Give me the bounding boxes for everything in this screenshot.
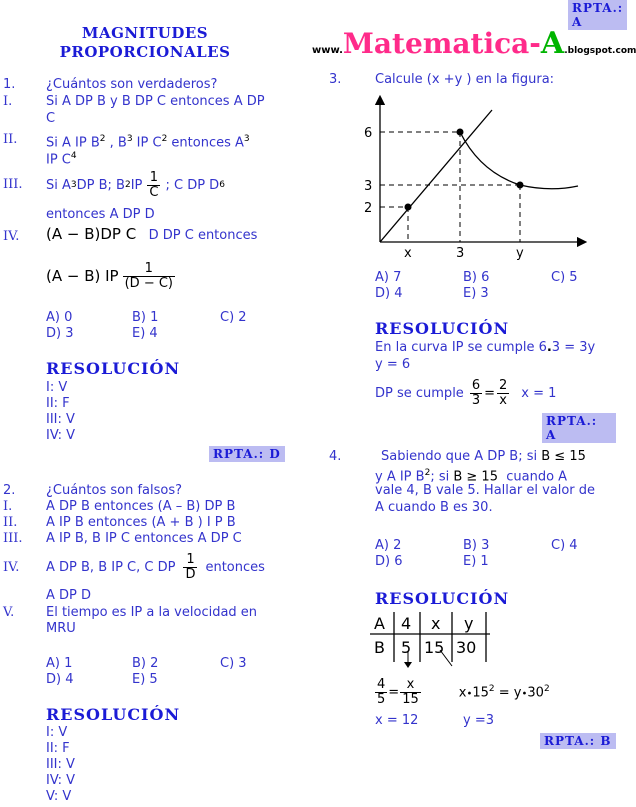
- q4-equations: [375, 672, 550, 712]
- q1-resolution-title: RESOLUCIÓN: [46, 359, 181, 378]
- q1-ii-exp3: 2: [161, 134, 168, 144]
- q2-iv-a: A DP B, B IP C, C DP: [46, 559, 176, 575]
- q4-frac-left-num: 4: [377, 676, 386, 692]
- q2-iii-number: III.: [3, 531, 23, 546]
- q1-i-number: I.: [3, 94, 13, 109]
- q3-dashed-guides: [380, 132, 520, 242]
- site-logo[interactable]: [312, 26, 636, 61]
- q4-frac-right-num: x: [400, 678, 421, 693]
- q4-option-d: D) 6: [375, 554, 403, 569]
- q2-iv-fraction: [183, 553, 197, 582]
- q3-rpta-badge: RPTA.: A: [542, 413, 616, 443]
- q1-iii-frac-den: C: [149, 184, 159, 200]
- q1-option-c: C) 2: [220, 310, 247, 325]
- q1-ii-line2a: IP C: [46, 152, 71, 168]
- q4-eq2-d: 30: [527, 685, 544, 701]
- q2-number: 2.: [3, 483, 16, 498]
- q3-frac2-num: 2: [499, 377, 508, 393]
- q3-number: 3.: [329, 72, 342, 87]
- q1-iii-d: ; C DP D: [165, 177, 220, 193]
- q3-point-peak: [457, 129, 464, 136]
- q1-ii-c: IP C: [132, 135, 162, 151]
- q1-iii-fraction: [147, 171, 160, 200]
- q4-eq2-dot: •: [466, 688, 473, 700]
- q1-answer-4: IV: V: [46, 428, 76, 443]
- q1-answer-1: I: V: [46, 380, 68, 395]
- q2-iv-b: entonces: [205, 559, 265, 575]
- q4-frac-right: [400, 678, 421, 707]
- q3-option-a: A) 7: [375, 270, 402, 285]
- q4-table-r1-c3: x: [431, 614, 441, 633]
- q1-ii-exp1: 2: [99, 134, 106, 144]
- q3-option-b: B) 6: [463, 270, 490, 285]
- q4-line2-a: y A IP B: [375, 469, 425, 485]
- q3-equals: =: [484, 385, 495, 401]
- q4-frac-equals: =: [388, 684, 400, 700]
- q1-number: 1.: [3, 77, 16, 92]
- q1-answer-2: II: F: [46, 396, 70, 411]
- q4-line2-c: cuando A: [506, 469, 568, 485]
- q3-option-c: C) 5: [551, 270, 578, 285]
- q4-frac-left: [375, 678, 387, 707]
- q1-i-line1: Si A DP B y B DP C entonces A DP: [46, 94, 265, 109]
- logo-suffix: .blogspot.com: [564, 46, 636, 56]
- title-line-1: MAGNITUDES: [81, 24, 209, 42]
- q3-graph: [360, 92, 600, 264]
- q3-option-d: D) 4: [375, 286, 403, 301]
- q1-iii-exp2: 2: [124, 179, 131, 190]
- q3-y-label-3: 3: [364, 179, 373, 194]
- q3-option-e: E) 3: [463, 286, 489, 301]
- q4-y-result: y =3: [463, 713, 494, 728]
- q4-x-result: x = 12: [375, 713, 419, 728]
- q1-iii-frac-num: 1: [147, 171, 160, 186]
- q4-table-r1-c2: 4: [401, 614, 412, 633]
- q4-eq2-b: 15: [472, 685, 489, 701]
- q1-ii-a: Si A IP B: [46, 135, 100, 151]
- q1-iii-line1: [46, 168, 225, 202]
- q3-y-label-6: 6: [364, 126, 373, 141]
- q3-x-label-y: y: [516, 246, 524, 261]
- q4-number: 4.: [329, 449, 342, 464]
- q3-resolution-title: RESOLUCIÓN: [375, 319, 510, 338]
- q1-iv-fraction: [123, 262, 175, 291]
- q3-ip-curve: [460, 132, 578, 189]
- q1-ii-line2: [46, 148, 77, 168]
- q3-point-y: [517, 182, 524, 189]
- logo-dash: -: [529, 27, 541, 60]
- q2-iv-line2: A DP D: [46, 588, 92, 603]
- q4-table-r2-c1: B: [374, 638, 385, 657]
- logo-name: Matematica: [342, 27, 530, 60]
- q2-ii-number: II.: [3, 515, 18, 530]
- q2-resolution-title: RESOLUCIÓN: [46, 705, 181, 724]
- q4-eq2: [459, 681, 550, 702]
- q4-eq2-exp2: 2: [543, 684, 550, 695]
- q4-line4: A cuando B es 30.: [375, 500, 493, 515]
- q1-iv-number: IV.: [3, 229, 20, 244]
- q2-answer-2: II: F: [46, 741, 70, 756]
- top-rpta-badge: RPTA.: A: [568, 0, 627, 30]
- q3-dp-line: [380, 110, 492, 242]
- q3-frac1-num: 6: [471, 377, 481, 393]
- q1-iv-line2a: (A − B) IP: [46, 266, 119, 285]
- q1-option-b: B) 1: [132, 310, 159, 325]
- q3-res-line1-b: 3 = 3y: [551, 340, 596, 355]
- q4-line2-exp: 2: [424, 468, 431, 478]
- q1-iv-b: D DP C entonces: [148, 228, 258, 243]
- q3-point-x: [405, 204, 412, 211]
- q4-table-r1-c1: A: [374, 614, 385, 633]
- q3-res-dot: .: [546, 340, 552, 355]
- q4-option-c: C) 4: [551, 538, 578, 553]
- q1-iii-exp1: 3: [70, 179, 77, 190]
- q1-option-a: A) 0: [46, 310, 73, 325]
- q1-iii-a: Si A: [46, 177, 71, 193]
- q2-option-b: B) 2: [132, 656, 159, 671]
- q3-dp-text: DP se cumple: [375, 385, 464, 401]
- q1-question: ¿Cuántos son verdaderos?: [46, 77, 218, 92]
- q4-line3: vale 4, B vale 5. Hallar el valor de: [375, 483, 596, 498]
- q3-x-label-3: 3: [456, 246, 465, 261]
- title-line-2: PROPORCIONALES: [59, 43, 231, 61]
- q4-table-r1-c4: y: [464, 614, 474, 633]
- q4-line2-cond: B ≥ 15: [453, 469, 498, 485]
- q2-answer-1: I: V: [46, 725, 68, 740]
- q4-option-a: A) 2: [375, 538, 402, 553]
- q1-ii-exp4: 3: [243, 134, 250, 144]
- q2-option-d: D) 4: [46, 672, 74, 687]
- q3-frac1: [470, 379, 482, 408]
- q3-frac1-den: 3: [471, 392, 481, 408]
- q1-iv-frac-den: (D − C): [124, 275, 173, 291]
- q4-resolution-title: RESOLUCIÓN: [375, 589, 510, 608]
- q3-dp-equation: [375, 375, 556, 411]
- q3-frac2-den: x: [499, 392, 507, 408]
- q1-iii-number: III.: [3, 177, 23, 192]
- q4-frac-left-den: 5: [377, 691, 386, 707]
- q2-v-line1: El tiempo es IP a la velocidad en: [46, 605, 258, 620]
- q1-option-e: E) 4: [132, 326, 158, 341]
- q2-answer-5: V: V: [46, 789, 72, 804]
- q3-res-line2: y = 6: [375, 357, 411, 372]
- q4-option-e: E) 1: [463, 554, 489, 569]
- q3-y-label-2: 2: [364, 201, 373, 216]
- q1-iii-c: IP: [130, 177, 143, 193]
- q4-eq2-c: = y: [494, 685, 522, 701]
- q1-iv-line1: [46, 226, 257, 244]
- q4-table-r2-c2: 5: [401, 638, 412, 657]
- q2-i-number: I.: [3, 499, 13, 514]
- q4-option-b: B) 3: [463, 538, 490, 553]
- q4-arrow-down-head: [404, 662, 412, 668]
- q4-frac-right-den: 15: [402, 691, 419, 707]
- q4-eq2-exp1: 2: [488, 684, 495, 695]
- q1-i-line2: C: [46, 111, 56, 126]
- q2-ii-text: A IP B entonces (A + B ) I P B: [46, 515, 236, 530]
- q4-table: [368, 608, 498, 670]
- q4-line1: [381, 448, 586, 465]
- q1-iv-frac-num: 1: [123, 262, 175, 277]
- q4-rpta-badge: RPTA.: B: [540, 733, 616, 749]
- q2-iii-text: A IP B, B IP C entonces A DP C: [46, 531, 242, 546]
- q3-res-line1-a: En la curva IP se cumple 6: [375, 340, 547, 355]
- q1-ii-number: II.: [3, 132, 18, 147]
- q2-iv-number: IV.: [3, 560, 20, 575]
- q1-iii-b: DP B; B: [76, 177, 125, 193]
- q1-iv-a: (A − B)DP C: [46, 225, 137, 243]
- q4-line1-cond: B ≤ 15: [541, 449, 586, 464]
- q3-res-line1: [375, 339, 595, 356]
- q2-answer-4: IV: V: [46, 773, 76, 788]
- q1-rpta-badge: RPTA.: D: [209, 446, 285, 462]
- q1-option-d: D) 3: [46, 326, 74, 341]
- q2-v-line2: MRU: [46, 621, 76, 636]
- q2-v-number: V.: [3, 605, 15, 620]
- q2-answer-3: III: V: [46, 757, 75, 772]
- q4-table-r2-c4: 30: [456, 638, 477, 657]
- q2-question: ¿Cuántos son falsos?: [46, 483, 183, 498]
- q4-eq2-a: x: [458, 685, 467, 701]
- q2-option-c: C) 3: [220, 656, 247, 671]
- q1-answer-3: III: V: [46, 412, 75, 427]
- q2-option-e: E) 5: [132, 672, 158, 687]
- q1-ii-exp2: 3: [126, 134, 133, 144]
- page-title: [30, 24, 260, 62]
- q3-x-result: x = 1: [521, 385, 557, 401]
- q1-iv-line2: [46, 258, 175, 294]
- q1-ii-b: , B: [105, 135, 127, 151]
- q4-eq2-dot2: •: [521, 688, 528, 700]
- q3-frac2: [497, 379, 509, 408]
- q2-iv-line1: [46, 549, 265, 585]
- q1-iii-line2: entonces A DP D: [46, 207, 155, 222]
- logo-prefix: www.: [312, 45, 343, 56]
- q1-ii-exp5: 4: [70, 151, 77, 161]
- q1-ii-d: entonces A: [167, 135, 244, 151]
- q4-line1-text: Sabiendo que A DP B; si: [381, 449, 538, 464]
- q4-line2-b: ; si: [430, 469, 450, 485]
- q2-iv-frac-den: D: [185, 566, 196, 582]
- q2-iv-frac-num: 1: [183, 553, 197, 568]
- q2-i-text: A DP B entonces (A – B) DP B: [46, 499, 236, 514]
- logo-letter: A: [540, 26, 565, 61]
- q2-option-a: A) 1: [46, 656, 73, 671]
- q3-question: Calcule (x +y ) en la figura:: [375, 72, 555, 87]
- q4-table-r2-c3: 15: [424, 638, 445, 657]
- q3-x-label-x: x: [404, 246, 412, 261]
- q1-iii-exp3: 6: [219, 179, 225, 190]
